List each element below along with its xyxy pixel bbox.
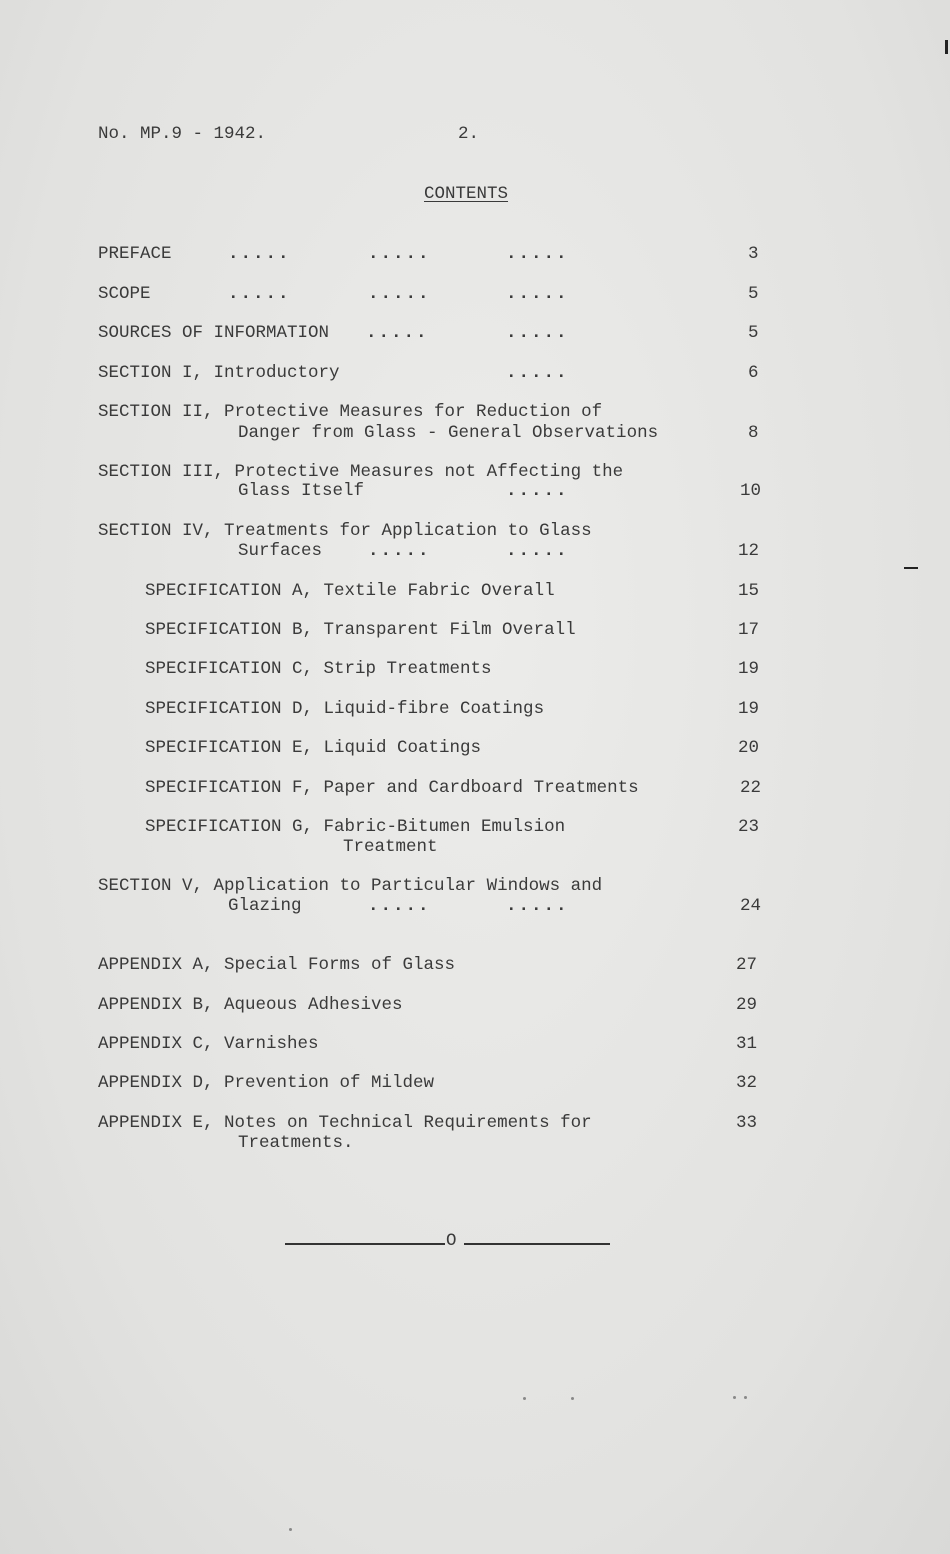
leader-dots: ..... (368, 896, 431, 916)
toc-page-number: 27 (736, 955, 758, 975)
leader-dots: ..... (506, 284, 569, 304)
toc-page-number: 29 (736, 995, 758, 1015)
leader-dots: ..... (506, 896, 569, 916)
scan-speck (523, 1397, 526, 1400)
scan-speck (744, 1396, 747, 1399)
toc-page-number: 19 (738, 699, 760, 719)
toc-page-number: 32 (736, 1073, 758, 1093)
leader-dots: ..... (506, 323, 569, 343)
leader-dots: ..... (506, 541, 569, 561)
toc-page-number: 12 (738, 541, 760, 561)
scan-mark (904, 567, 918, 569)
page-number: 2. (458, 124, 480, 144)
toc-label: SPECIFICATION B, Transparent Film Overall (145, 620, 576, 640)
toc-page-number: 3 (748, 244, 759, 264)
leader-dots: ..... (506, 363, 569, 383)
toc-label: PREFACE (98, 244, 172, 264)
leader-dots: ..... (368, 541, 431, 561)
leader-dots: ..... (228, 244, 291, 264)
rule-right (464, 1243, 610, 1245)
toc-label: SPECIFICATION F, Paper and Cardboard Treatments (145, 778, 639, 798)
document-reference: No. MP.9 - 1942. (98, 124, 267, 144)
contents-title: CONTENTS (424, 184, 509, 204)
toc-page-number: 22 (740, 778, 762, 798)
toc-label-line1: SECTION II, Protective Measures for Reduction of (98, 402, 603, 422)
toc-label: SPECIFICATION E, Liquid Coatings (145, 738, 482, 758)
toc-label: SPECIFICATION A, Textile Fabric Overall (145, 581, 555, 601)
toc-label-line1: SECTION V, Application to Particular Windows and (98, 876, 603, 896)
scan-speck (289, 1528, 292, 1531)
toc-label: APPENDIX D, Prevention of Mildew (98, 1073, 435, 1093)
leader-dots: ..... (228, 284, 291, 304)
toc-page-number: 15 (738, 581, 760, 601)
toc-label: APPENDIX C, Varnishes (98, 1034, 319, 1054)
toc-page-number: 6 (748, 363, 759, 383)
toc-page-number: 10 (740, 481, 762, 501)
toc-page-number: 33 (736, 1113, 758, 1133)
rule-left (285, 1243, 445, 1245)
toc-label-line1: SECTION III, Protective Measures not Affecting the (98, 462, 624, 482)
toc-label: SPECIFICATION C, Strip Treatments (145, 659, 492, 679)
leader-dots: ..... (366, 323, 429, 343)
toc-page-number: 17 (738, 620, 760, 640)
toc-label-line2: Treatments. (238, 1133, 354, 1153)
toc-page-number: 31 (736, 1034, 758, 1054)
toc-label-line1: SECTION IV, Treatments for Application to Glass (98, 521, 592, 541)
toc-label-line2: Treatment (343, 837, 438, 857)
toc-label-line2: Glazing (228, 896, 302, 916)
toc-page-number: 5 (748, 284, 759, 304)
leader-dots: ..... (368, 244, 431, 264)
toc-label-line1: SPECIFICATION G, Fabric-Bitumen Emulsion (145, 817, 566, 837)
leader-dots: ..... (368, 284, 431, 304)
toc-label: SOURCES OF INFORMATION (98, 323, 330, 343)
toc-label: SPECIFICATION D, Liquid-fibre Coatings (145, 699, 545, 719)
toc-label: SECTION I, Introductory (98, 363, 340, 383)
toc-label-line2: Danger from Glass - General Observations (238, 423, 659, 443)
toc-page-number: 20 (738, 738, 760, 758)
scan-speck (571, 1397, 574, 1400)
scan-speck (733, 1396, 736, 1399)
toc-page-number: 23 (738, 817, 760, 837)
scan-mark (945, 40, 948, 54)
toc-label-line1: APPENDIX E, Notes on Technical Requirements for (98, 1113, 592, 1133)
toc-label: APPENDIX A, Special Forms of Glass (98, 955, 456, 975)
toc-page-number: 19 (738, 659, 760, 679)
leader-dots: ..... (506, 244, 569, 264)
end-mark: O (446, 1231, 457, 1251)
toc-page-number: 5 (748, 323, 759, 343)
leader-dots: ..... (506, 481, 569, 501)
toc-label: APPENDIX B, Aqueous Adhesives (98, 995, 403, 1015)
toc-label-line2: Surfaces (238, 541, 323, 561)
toc-page-number: 24 (740, 896, 762, 916)
toc-label-line2: Glass Itself (238, 481, 365, 501)
toc-label: SCOPE (98, 284, 151, 304)
toc-page-number: 8 (748, 423, 759, 443)
